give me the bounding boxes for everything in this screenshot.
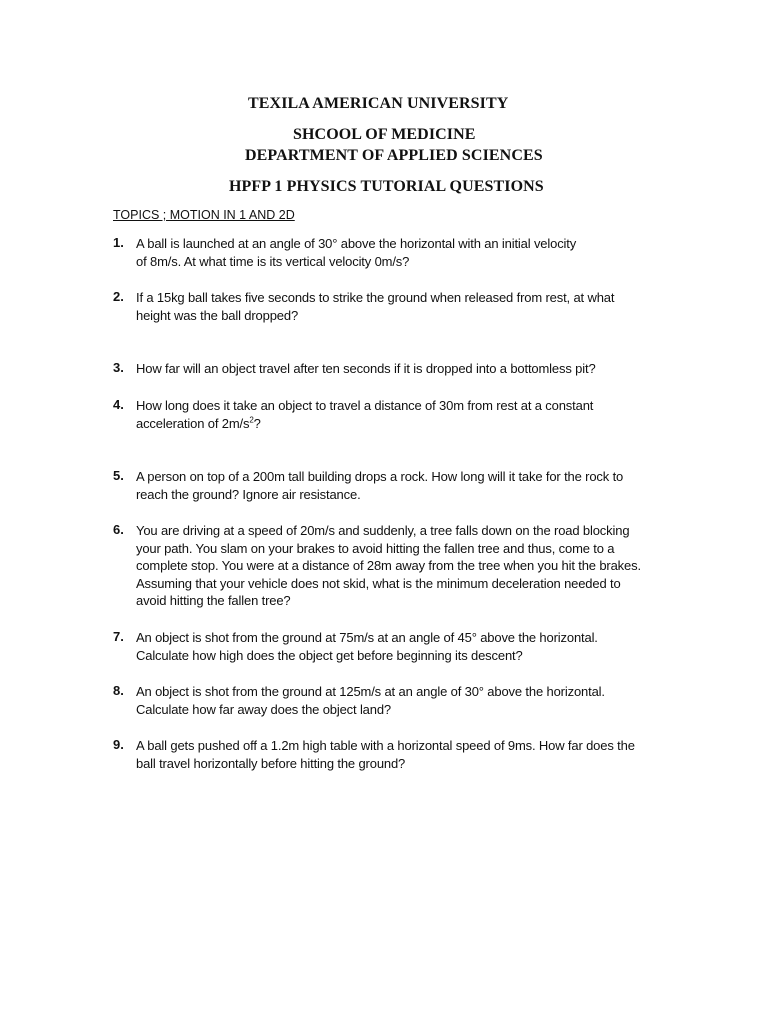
question-line: If a 15kg ball takes five seconds to strike the ground when released from rest, at what bbox=[136, 290, 615, 305]
question-text bbox=[136, 629, 684, 664]
question-line: reach the ground? Ignore air resistance. bbox=[136, 486, 361, 502]
question-text bbox=[136, 397, 684, 432]
question-line: Calculate how high does the object get before beginning its descent? bbox=[136, 647, 523, 663]
question-line: your path. You slam on your brakes to avoid hitting the fallen tree and thus, come to a bbox=[136, 540, 615, 556]
question-number: 4. bbox=[113, 397, 124, 412]
question-text bbox=[136, 522, 684, 610]
question-line: You are driving at a speed of 20m/s and suddenly, a tree falls down on the road blocking bbox=[136, 523, 630, 538]
question-mark: ? bbox=[253, 415, 261, 431]
question-line: A ball gets pushed off a 1.2m high table with a horizontal speed of 9ms. How far does the bbox=[136, 738, 635, 753]
question-number: 2. bbox=[113, 289, 124, 304]
question-number: 6. bbox=[113, 522, 124, 537]
question-line: ball travel horizontally before hitting the ground? bbox=[136, 755, 406, 771]
question-line: An object is shot from the ground at 125m/s at an angle of 30° above the horizontal. bbox=[136, 684, 605, 699]
question-line: complete stop. You were at a distance of 28m away from the tree when you hit the brakes. bbox=[136, 558, 641, 573]
question-line: Assuming that your vehicle does not skid, what is the minimum deceleration needed to bbox=[136, 575, 621, 591]
question-line: How far will an object travel after ten seconds if it is dropped into a bottomless pit? bbox=[136, 361, 596, 376]
question-number: 7. bbox=[113, 629, 124, 644]
question-number: 9. bbox=[113, 737, 124, 752]
question-line: A person on top of a 200m tall building drops a rock. How long will it take for the rock to bbox=[136, 469, 624, 484]
question-line: An object is shot from the ground at 75m/s at an angle of 45° above the horizontal. bbox=[136, 630, 598, 645]
university-title: TEXILA AMERICAN UNIVERSITY bbox=[248, 95, 509, 112]
question-line: A ball is launched at an angle of 30° above the horizontal with an initial velocity bbox=[136, 236, 577, 251]
question-line: Calculate how far away does the object land? bbox=[136, 701, 392, 717]
question-text bbox=[136, 737, 684, 772]
question-text bbox=[136, 683, 684, 718]
exponent: 2 bbox=[249, 415, 254, 425]
question-text bbox=[136, 360, 684, 378]
question-number: 1. bbox=[113, 235, 124, 250]
question-line: How long does it take an object to travel a distance of 30m from rest at a constant bbox=[136, 398, 594, 413]
question-text bbox=[136, 468, 684, 503]
course-title: HPFP 1 PHYSICS TUTORIAL QUESTIONS bbox=[229, 178, 544, 195]
topics-heading: TOPICS ; MOTION IN 1 AND 2D bbox=[113, 208, 295, 222]
question-line: of 8m/s. At what time is its vertical velocity 0m/s? bbox=[136, 253, 410, 269]
question-text bbox=[136, 289, 684, 324]
acceleration-text: acceleration of 2m/s bbox=[136, 415, 250, 431]
school-title: SHCOOL OF MEDICINE bbox=[293, 126, 476, 143]
question-text bbox=[136, 235, 684, 270]
question-number: 8. bbox=[113, 683, 124, 698]
question-line: height was the ball dropped? bbox=[136, 307, 299, 323]
department-title: DEPARTMENT OF APPLIED SCIENCES bbox=[245, 147, 543, 164]
question-number: 5. bbox=[113, 468, 124, 483]
question-line bbox=[136, 415, 684, 433]
question-number: 3. bbox=[113, 360, 124, 375]
question-line: avoid hitting the fallen tree? bbox=[136, 593, 291, 608]
